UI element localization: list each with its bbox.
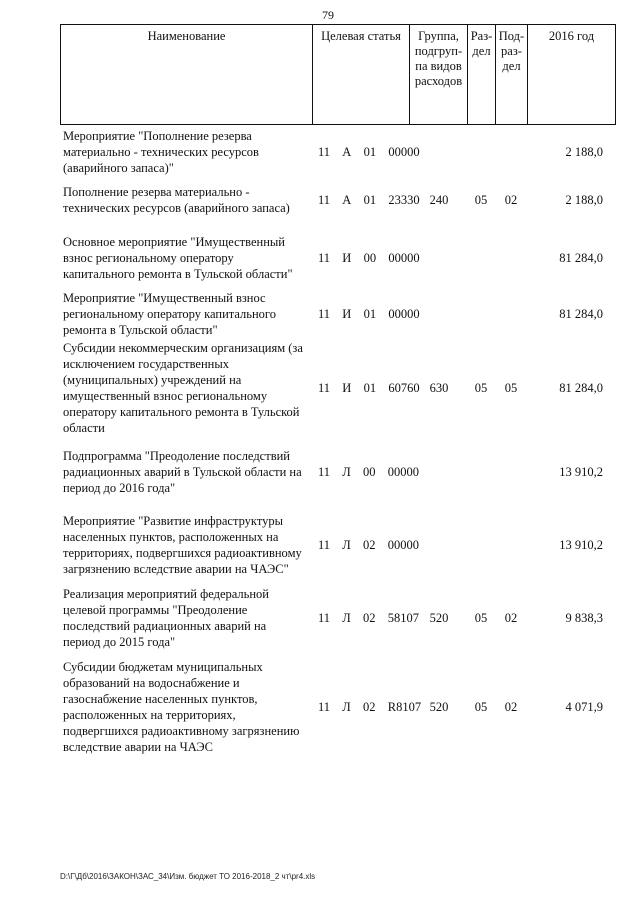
file-path-footer: D:\Г\Дб\2016\ЗАКОН\ЗАС_34\Изм. бюджет ТО 2016-2018_2 чт\pr4.xls <box>60 872 316 881</box>
row-code: 11 И 01 00000 <box>318 307 420 321</box>
row-code: 11 И 01 60760 <box>318 381 420 395</box>
row-name: Пополнение резерва материально - технических ресурсов (аварийного запаса) <box>63 185 290 215</box>
row-name: Мероприятие "Пополнение резерва материально - технических ресурсов (аварийного запаса)" <box>63 129 259 175</box>
header-group: Группа, подгруп- па видов расходов <box>410 25 468 125</box>
row-code: 11 А 01 00000 <box>318 145 420 159</box>
row-code: 11 Л 02 00000 <box>318 538 420 552</box>
header-table <box>60 24 616 125</box>
row-amount: 81 284,0 <box>559 307 603 321</box>
row-section: 05 <box>474 381 488 395</box>
row-section: 05 <box>474 193 488 207</box>
row-name: Подпрограмма "Преодоление последствий радиационных аварий в Тульской области на период до 2016 года" <box>63 449 302 495</box>
header-code: Целевая статья <box>313 25 410 125</box>
row-group: 520 <box>429 611 449 625</box>
row-subsection: 02 <box>504 700 518 714</box>
row-name: Субсидии некоммерческим организациям (за исключением государственных (муниципальных) учреждений на имущественный взнос региональному оператору капитального ремонта в Тульской области <box>63 341 303 435</box>
row-subsection: 02 <box>504 193 518 207</box>
row-amount: 2 188,0 <box>565 145 603 159</box>
row-amount: 2 188,0 <box>565 193 603 207</box>
row-code: 11 Л 02 R8107 <box>318 700 422 714</box>
row-code: 11 А 01 23330 <box>318 193 420 207</box>
row-amount: 13 910,2 <box>559 465 603 479</box>
header-year: 2016 год <box>528 25 616 125</box>
row-amount: 81 284,0 <box>559 381 603 395</box>
header-section: Раз- дел <box>468 25 496 125</box>
row-name: Реализация мероприятий федеральной целевой программы "Преодоление последствий радиационных аварий на период до 2015 года" <box>63 587 269 649</box>
page-number: 79 <box>322 8 334 22</box>
row-amount: 4 071,9 <box>565 700 603 714</box>
row-group: 240 <box>429 193 449 207</box>
row-amount: 9 838,3 <box>565 611 603 625</box>
row-name: Субсидии бюджетам муниципальных образований на водоснабжение и газоснабжение населенных пунктов, расположенных на территориях, подвергшихся радиоактивному загрязнению вследствие аварии на ЧАЭС <box>63 660 300 754</box>
header-subsection: Под- раз- дел <box>496 25 528 125</box>
row-subsection: 02 <box>504 611 518 625</box>
row-section: 05 <box>474 700 488 714</box>
row-code: 11 Л 00 00000 <box>318 465 420 479</box>
row-code: 11 Л 02 58107 <box>318 611 420 625</box>
header-name: Наименование <box>61 25 313 125</box>
row-amount: 13 910,2 <box>559 538 603 552</box>
row-code: 11 И 00 00000 <box>318 251 420 265</box>
row-subsection: 05 <box>504 381 518 395</box>
row-amount: 81 284,0 <box>559 251 603 265</box>
row-section: 05 <box>474 611 488 625</box>
row-name: Основное мероприятие "Имущественный взнос региональному оператору капитального ремонта в Тульской области" <box>63 235 293 281</box>
row-name: Мероприятие "Имущественный взнос региональному оператору капитального ремонта в Тульской области" <box>63 291 276 337</box>
row-group: 520 <box>429 700 449 714</box>
row-group: 630 <box>429 381 449 395</box>
row-name: Мероприятие "Развитие инфраструктуры населенных пунктов, расположенных на территориях, подвергшихся радиоактивному загрязнению вследствие аварии на ЧАЭС" <box>63 514 302 576</box>
